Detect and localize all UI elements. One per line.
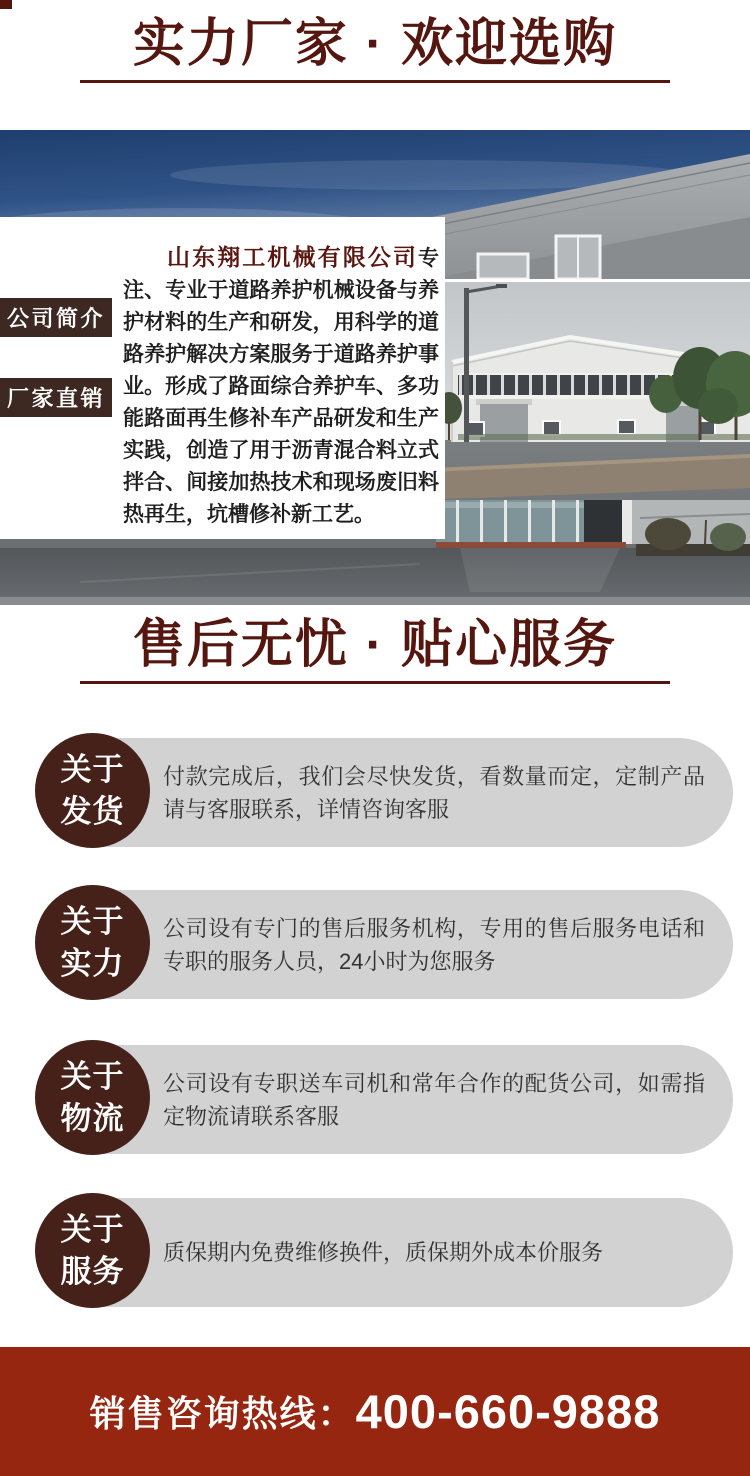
service-text: 公司设有专职送车司机和常年合作的配货公司，如需指定物流请联系客服 [163, 1070, 705, 1129]
hotline-number: 400-660-9888 [355, 1385, 661, 1438]
service-badge-shipping [35, 733, 150, 848]
service-row-strength [0, 885, 750, 1000]
badge-line: 关于 [60, 1211, 125, 1247]
company-name: 山东翔工机械有限公司 [167, 244, 418, 270]
service-title-underline [80, 681, 670, 684]
top-title: 实力厂家 · 欢迎选购 [132, 15, 618, 73]
service-text: 付款完成后，我们会尽快发货，看数量而定，定制产品请与客服联系，详情咨询客服 [163, 763, 705, 822]
service-row-shipping [0, 733, 750, 848]
service-section-header [0, 615, 750, 684]
badge-line: 关于 [60, 751, 125, 787]
service-text: 公司设有专门的售后服务机构，专用的售后服务电话和专职的服务人员，24小时为您服务 [163, 915, 705, 974]
corner-accent-mark [0, 0, 12, 9]
badge-line: 实力 [60, 945, 125, 981]
factory-photo-section [0, 130, 750, 605]
tag-factory-direct: 厂家直销 [0, 378, 112, 417]
hotline-label: 销售咨询热线： [89, 1393, 356, 1434]
service-badge-service [35, 1193, 150, 1308]
company-intro-body: 专注、专业于道路养护机械设备与养护材料的生产和研发，用科学的道路养护解决方案服务于道路养护事业。形成了路面综合养护车、多功能路面再生修补车产品研发和生产实践，创造了用于沥青混合料立式拌合、间接加热技术和现场废旧料热再生，坑槽修补新工艺。 [123, 247, 439, 526]
company-intro-text [123, 241, 439, 531]
badge-line: 发货 [60, 793, 125, 829]
top-title-underline [80, 80, 670, 83]
hotline-bar [0, 1347, 750, 1476]
service-text: 质保期内免费维修换件，质保期外成本价服务 [163, 1240, 604, 1265]
top-section-header [0, 14, 750, 83]
badge-line: 关于 [60, 903, 125, 939]
badge-line: 关于 [60, 1058, 125, 1094]
tag-company-profile: 公司简介 [0, 298, 112, 337]
service-row-logistics [0, 1040, 750, 1155]
service-badge-strength [35, 885, 150, 1000]
service-badge-logistics [35, 1040, 150, 1155]
badge-line: 服务 [60, 1253, 125, 1289]
service-title: 售后无忧 · 贴心服务 [132, 616, 618, 674]
service-row-service [0, 1193, 750, 1308]
badge-line: 物流 [60, 1100, 125, 1136]
